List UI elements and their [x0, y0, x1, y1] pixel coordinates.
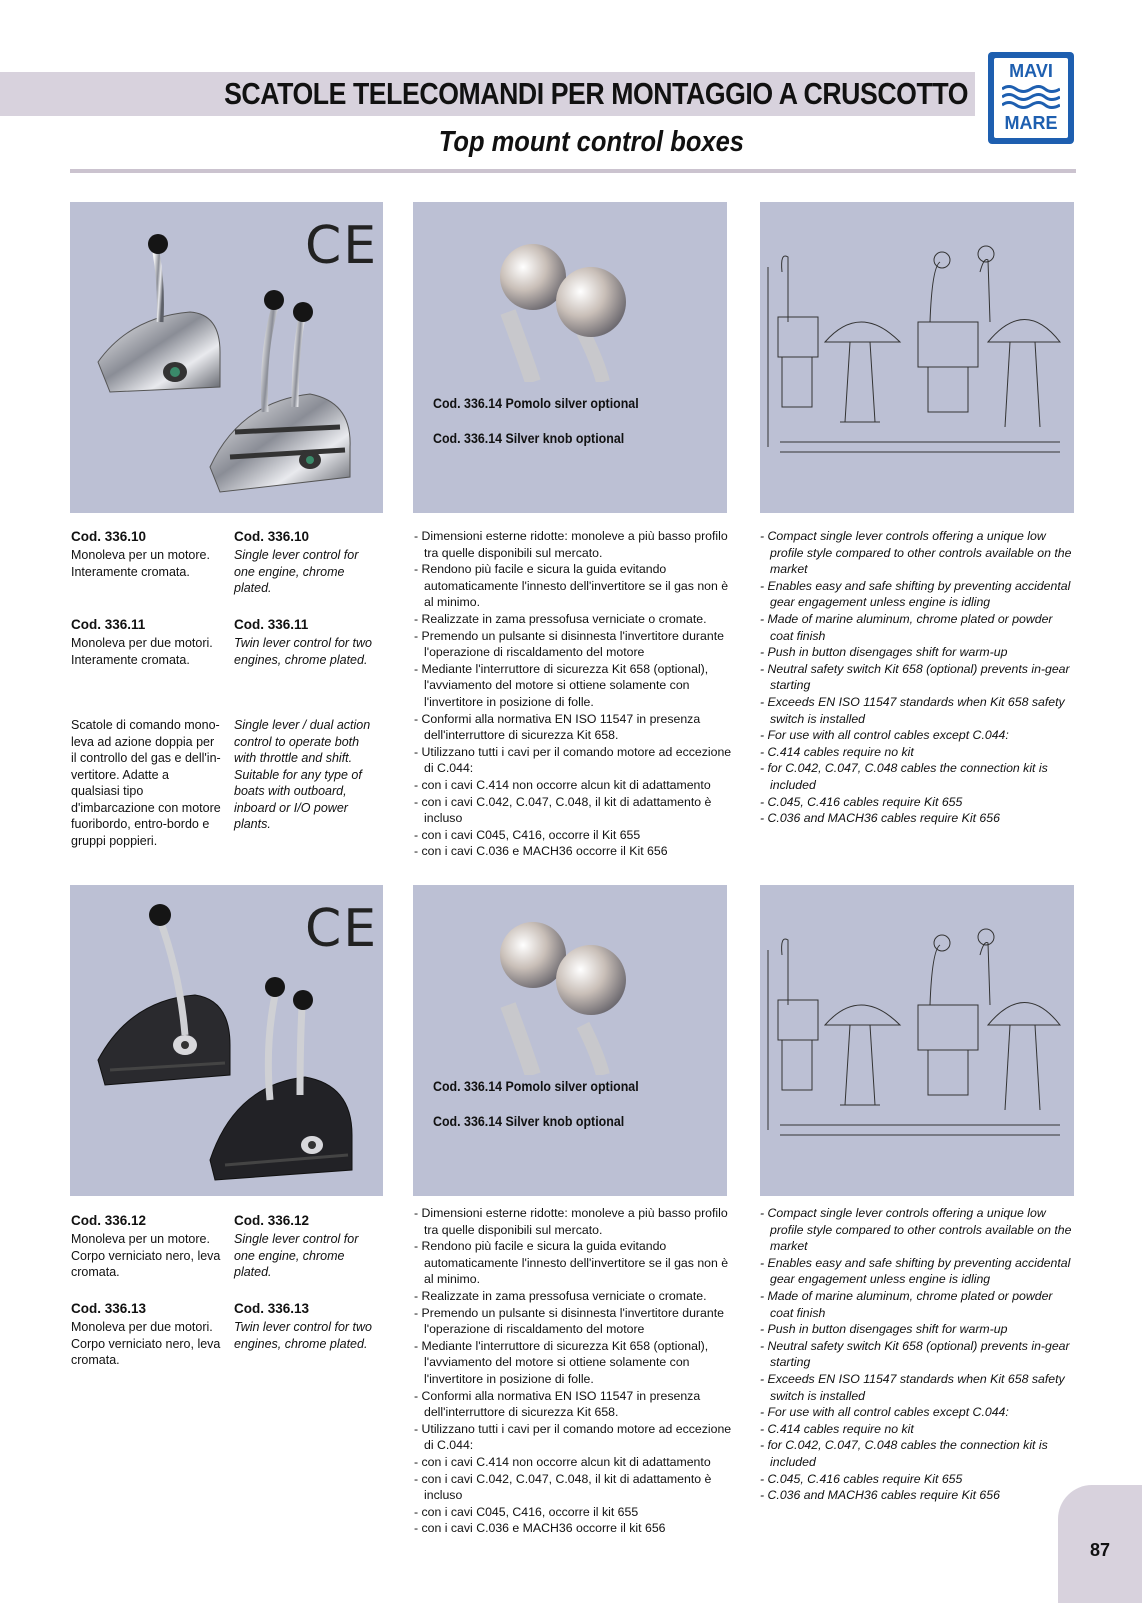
list-item: - Compact single lever controls offering a unique low profile style compared to other controls available on the market [760, 1205, 1076, 1255]
general-desc-it: Scatole di comando mono-leva ad azione doppia per il controllo del gas e dell'in-vertitore. Adatte a qualsiasi tipo d'imbarcazione con motore fuoribordo, entro-bordo e gruppi poppieri. [71, 718, 221, 848]
list-item: - con i cavi C045, C416, occorre il kit 655 [414, 1504, 738, 1521]
page-subtitle: Top mount control boxes [438, 126, 744, 158]
product-photo-chrome [70, 202, 383, 513]
technical-drawing-panel [760, 202, 1074, 513]
product-desc-en: Single lever control for one engine, chrome plated. [234, 1232, 359, 1279]
list-item: - Realizzate in zama pressofusa verniciate o cromate. [414, 1288, 738, 1305]
list-item: - Neutral safety switch Kit 658 (optional) prevents in-gear starting [760, 661, 1076, 694]
knob-caption-it: Cod. 336.14 Pomolo silver optional [433, 396, 639, 411]
list-item: - Exceeds EN ISO 11547 standards when Kit 658 safety switch is installed [760, 1371, 1076, 1404]
silver-knob-illustration [413, 885, 727, 1075]
list-item: - for C.042, C.047, C.048 cables the connection kit is included [760, 1437, 1076, 1470]
list-item: - Realizzate in zama pressofusa verniciate o cromate. [414, 611, 738, 628]
list-item: - con i cavi C045, C416, occorre il Kit 655 [414, 827, 738, 844]
list-item: - con i cavi C.414 non occorre alcun kit di adattamento [414, 777, 738, 794]
header-rule [70, 169, 1076, 173]
list-item: - Exceeds EN ISO 11547 standards when Kit 658 safety switch is installed [760, 694, 1076, 727]
feature-list-en [760, 1205, 1076, 1504]
knob-photo-panel [413, 885, 727, 1196]
list-item: - Made of marine aluminum, chrome plated or powder coat finish [760, 1288, 1076, 1321]
list-item: - Conformi alla normativa EN ISO 11547 in presenza dell'interruttore di sicurezza Kit 658. [414, 1388, 738, 1421]
product-desc-it: Monoleva per due motori. Interamente cromata. [71, 636, 213, 667]
chrome-control-illustration [70, 202, 383, 513]
product-code-it: Cod. 336.12 [71, 1213, 147, 1228]
product-desc-en: Twin lever control for two engines, chrome plated. [234, 1320, 373, 1351]
mavimare-logo [988, 52, 1074, 144]
logo-bottom-text: MARE [1004, 113, 1058, 133]
list-item: - Mediante l'interruttore di sicurezza Kit 658 (optional), l'avviamento del motore si ottiene solamente con l'invertitore in posizione di folle. [414, 661, 738, 711]
list-item: - C.036 and MACH36 cables require Kit 656 [760, 1487, 1076, 1504]
list-item: - Dimensioni esterne ridotte: monoleve a più basso profilo tra quelle disponibili sul mercato. [414, 528, 738, 561]
list-item: - Neutral safety switch Kit 658 (optional) prevents in-gear starting [760, 1338, 1076, 1371]
logo-top-text: MAVI [1009, 61, 1053, 81]
feature-list-en [760, 528, 1076, 827]
product-desc-en: Twin lever control for two engines, chrome plated. [234, 636, 373, 667]
product-desc-it: Monoleva per due motori. Corpo verniciato nero, leva cromata. [71, 1320, 221, 1367]
page-title: SCATOLE TELECOMANDI PER MONTAGGIO A CRUSCOTTO [224, 76, 968, 111]
product-desc-it: Monoleva per un motore. Interamente cromata. [71, 548, 210, 579]
dimension-drawing [760, 885, 1074, 1196]
list-item: - Rendono più facile e sicura la guida evitando automaticamente l'innesto dell'invertitore se il gas non è al minimo. [414, 1238, 738, 1288]
product-photo-black [70, 885, 383, 1196]
list-item: - Utilizzano tutti i cavi per il comando motore ad eccezione di C.044: [414, 744, 738, 777]
knob-caption-it: Cod. 336.14 Pomolo silver optional [433, 1079, 639, 1094]
list-item: - con i cavi C.042, C.047, C.048, il kit di adattamento è incluso [414, 1471, 738, 1504]
list-item: - Premendo un pulsante si disinnesta l'invertitore durante l'operazione di riscaldamento del motore [414, 1305, 738, 1338]
product-code-en: Cod. 336.13 [234, 1301, 310, 1316]
knob-caption-en: Cod. 336.14 Silver knob optional [433, 1114, 625, 1129]
page-number: 87 [1089, 1540, 1111, 1560]
list-item: - for C.042, C.047, C.048 cables the connection kit is included [760, 760, 1076, 793]
feature-list-it [414, 1205, 738, 1537]
product-code-en: Cod. 336.12 [234, 1213, 310, 1228]
list-item: - con i cavi C.414 non occorre alcun kit di adattamento [414, 1454, 738, 1471]
list-item: - Conformi alla normativa EN ISO 11547 in presenza dell'interruttore di sicurezza Kit 658. [414, 711, 738, 744]
list-item: - Utilizzano tutti i cavi per il comando motore ad eccezione di C.044: [414, 1421, 738, 1454]
list-item: - Enables easy and safe shifting by preventing accidental gear engagement unless engine is idling [760, 1255, 1076, 1288]
product-code-it: Cod. 336.10 [71, 529, 147, 544]
knob-caption-en: Cod. 336.14 Silver knob optional [433, 431, 625, 446]
technical-drawing-panel [760, 885, 1074, 1196]
product-desc-en: Single lever control for one engine, chrome plated. [234, 548, 359, 595]
list-item: - C.045, C.416 cables require Kit 655 [760, 794, 1076, 811]
silver-knob-illustration [413, 202, 727, 382]
list-item: - For use with all control cables except C.044: [760, 727, 1076, 744]
list-item: - Rendono più facile e sicura la guida evitando automaticamente l'innesto dell'invertitore se il gas non è al minimo. [414, 561, 738, 611]
list-item: - C.045, C.416 cables require Kit 655 [760, 1471, 1076, 1488]
product-code-en: Cod. 336.10 [234, 529, 310, 544]
general-desc-en: Single lever / dual action control to operate both with throttle and shift. Suitable for any type of boats with outboard, inboard or I/O power plants. [234, 718, 371, 831]
product-code-en: Cod. 336.11 [234, 617, 309, 632]
list-item: - Compact single lever controls offering a unique low profile style compared to other controls available on the market [760, 528, 1076, 578]
ce-mark: CE [305, 899, 379, 959]
list-item: - Mediante l'interruttore di sicurezza Kit 658 (optional), l'avviamento del motore si ottiene solamente con l'invertitore in posizione di folle. [414, 1338, 738, 1388]
list-item: - Made of marine aluminum, chrome plated or powder coat finish [760, 611, 1076, 644]
product-desc-it: Monoleva per un motore. Corpo verniciato nero, leva cromata. [71, 1232, 221, 1279]
list-item: - con i cavi C.036 e MACH36 occorre il kit 656 [414, 1520, 738, 1537]
product-code-it: Cod. 336.11 [71, 617, 146, 632]
feature-list-it [414, 528, 738, 860]
product-code-it: Cod. 336.13 [71, 1301, 147, 1316]
black-control-illustration [70, 885, 383, 1196]
list-item: - Enables easy and safe shifting by preventing accidental gear engagement unless engine is idling [760, 578, 1076, 611]
waves-icon [1002, 84, 1060, 110]
list-item: - C.036 and MACH36 cables require Kit 656 [760, 810, 1076, 827]
list-item: - For use with all control cables except C.044: [760, 1404, 1076, 1421]
list-item: - Push in button disengages shift for warm-up [760, 1321, 1076, 1338]
list-item: - con i cavi C.036 e MACH36 occorre il Kit 656 [414, 843, 738, 860]
list-item: - Dimensioni esterne ridotte: monoleve a più basso profilo tra quelle disponibili sul mercato. [414, 1205, 738, 1238]
dimension-drawing [760, 202, 1074, 513]
list-item: - con i cavi C.042, C.047, C.048, il kit di adattamento è incluso [414, 794, 738, 827]
list-item: - Premendo un pulsante si disinnesta l'invertitore durante l'operazione di riscaldamento del motore [414, 628, 738, 661]
ce-mark: CE [305, 216, 379, 276]
list-item: - C.414 cables require no kit [760, 744, 1076, 761]
knob-photo-panel [413, 202, 727, 513]
list-item: - C.414 cables require no kit [760, 1421, 1076, 1438]
list-item: - Push in button disengages shift for warm-up [760, 644, 1076, 661]
